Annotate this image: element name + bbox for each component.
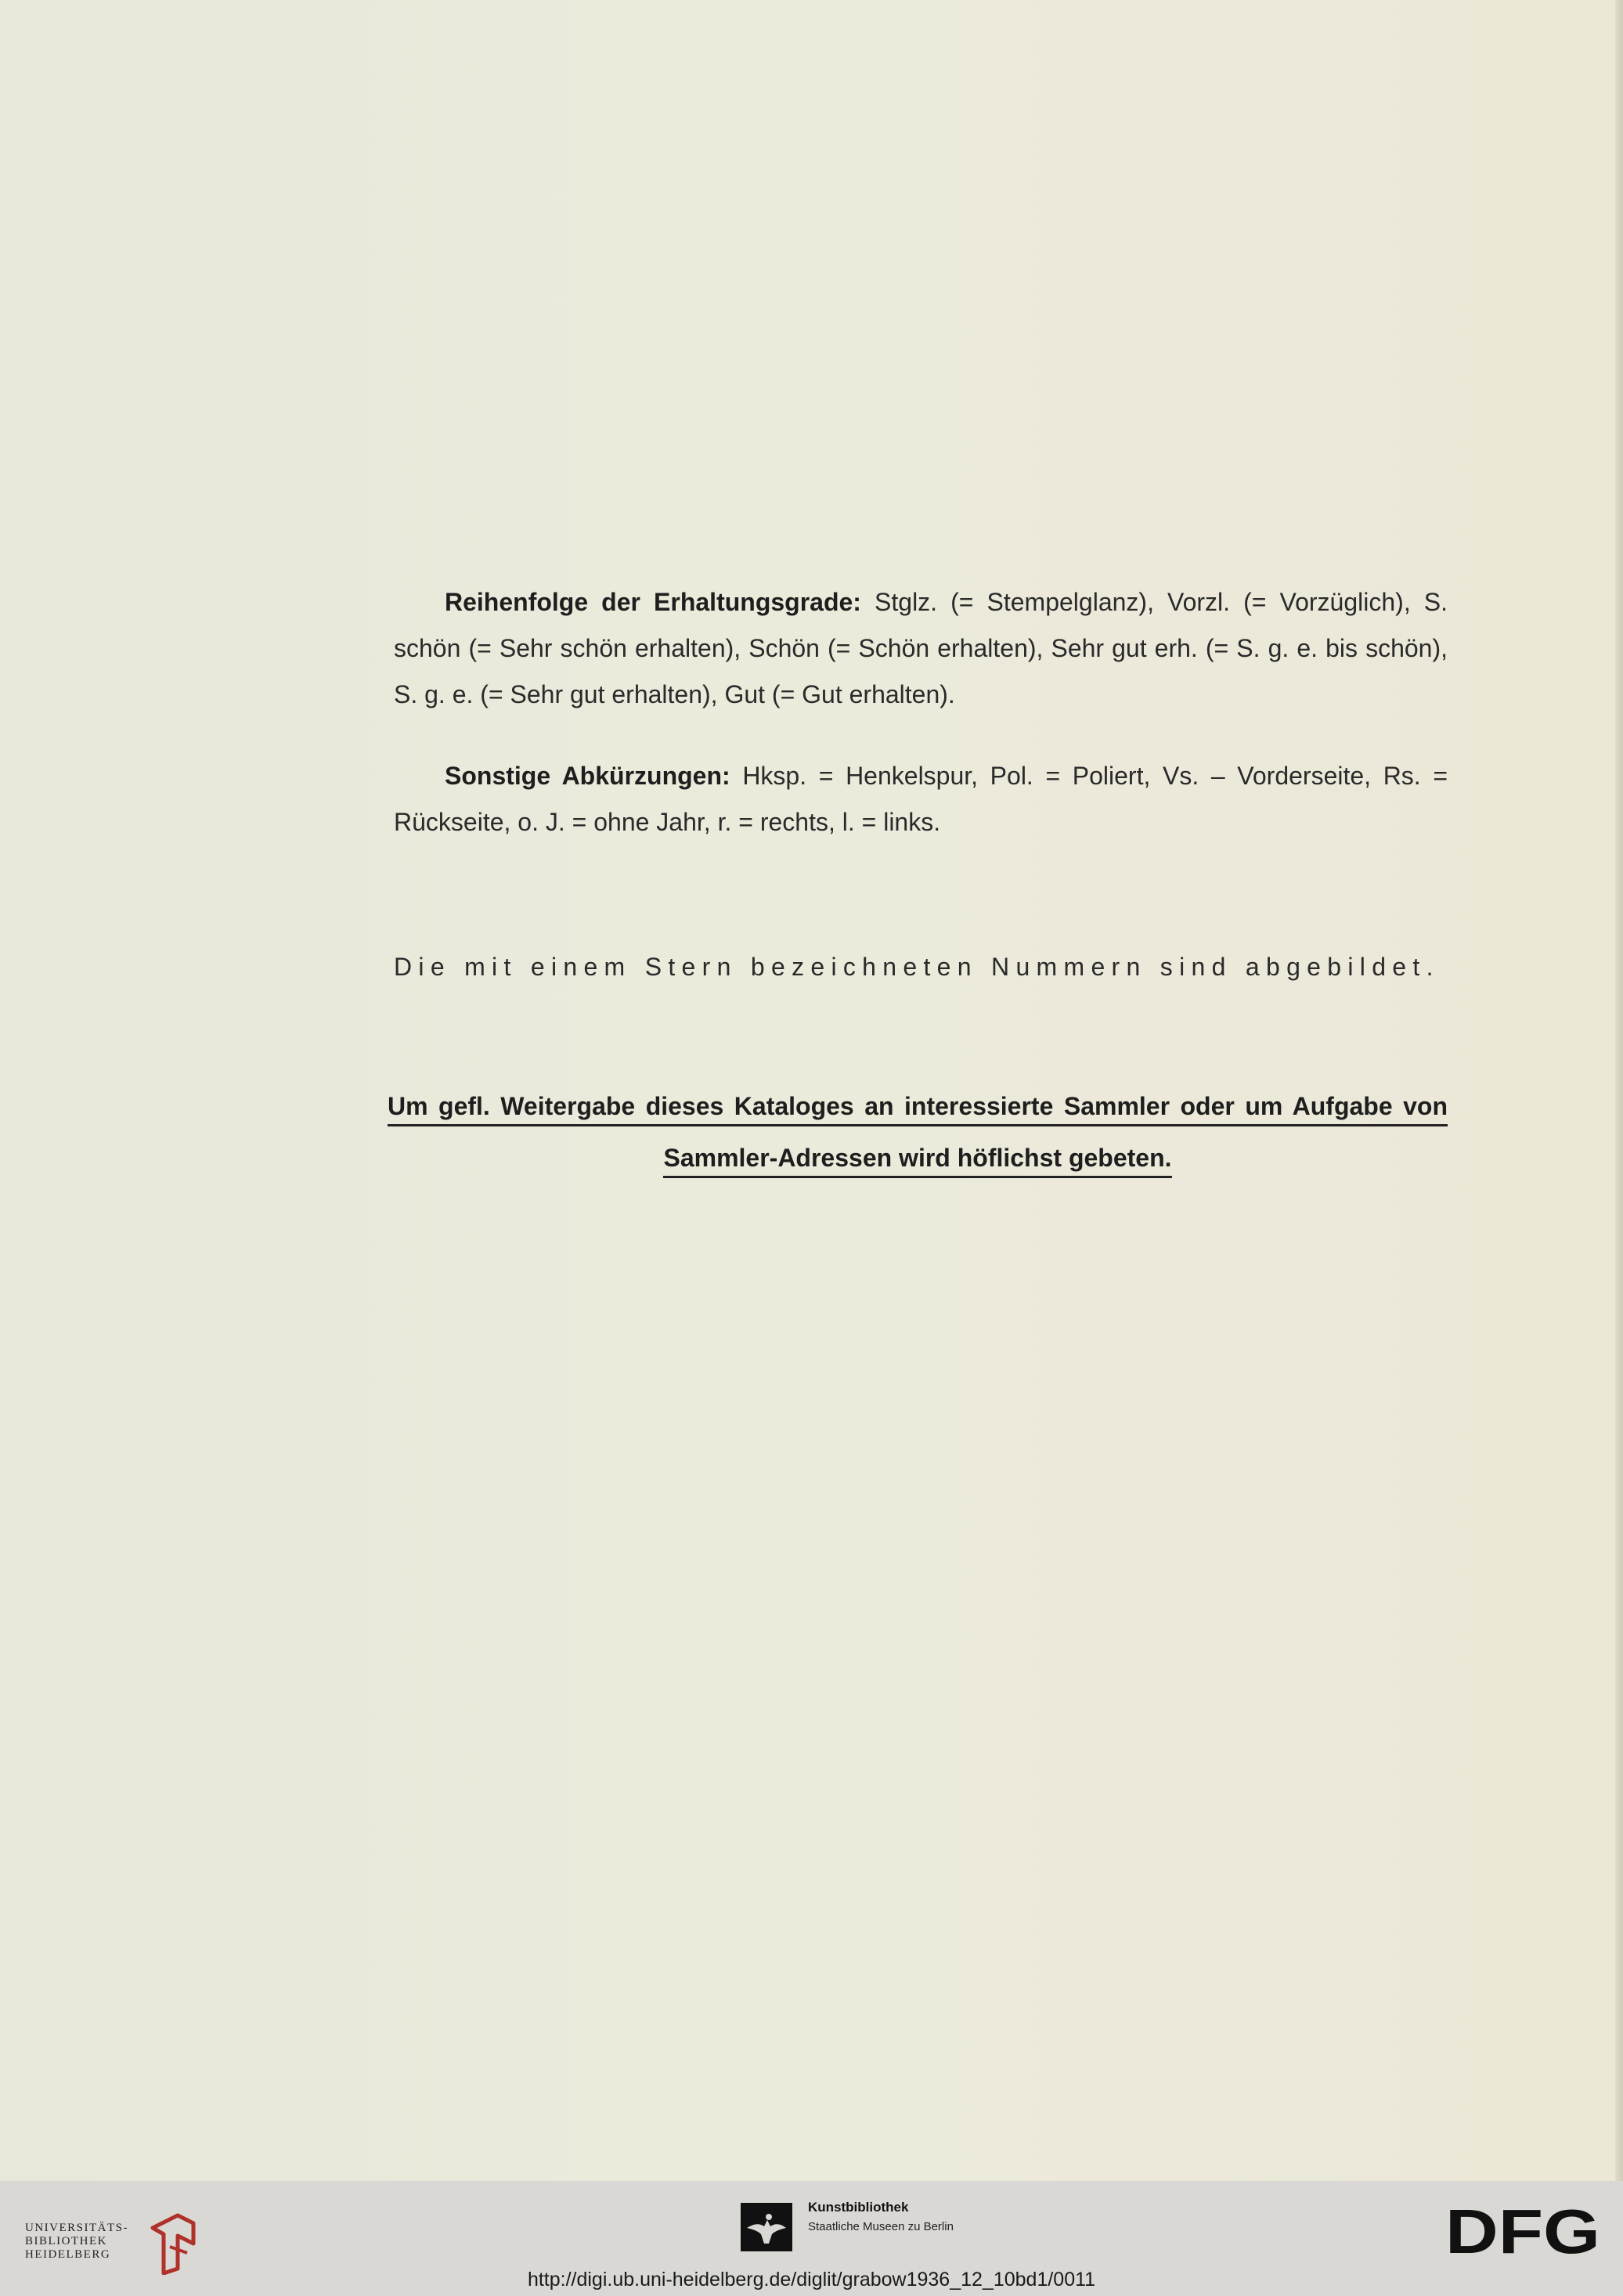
ub-heidelberg-logo[interactable] <box>25 2197 205 2267</box>
condition-grades-text: Stglz. (= Stempelglanz), Vorzl. (= Vorzüglich), S. schön (= Sehr schön erhalten), Schön (= Schön erhalten), Sehr gut erh. (= S. g. e. bis schön), S. g. e. (= Sehr gut erhalten), Gut (= Gut erhalten). <box>394 588 1448 708</box>
viewer-footer <box>0 2181 1623 2296</box>
ub-line-1: UNIVERSITÄTS- <box>25 2222 128 2234</box>
notice-line-2: Sammler-Adressen wird höflichst gebeten. <box>663 1144 1171 1178</box>
page-edge-shadow <box>1615 0 1623 2181</box>
notice-line-1: Um gefl. Weitergabe dieses Kataloges an interessierte Sammler oder um Aufgabe von <box>388 1092 1448 1126</box>
abbreviations-paragraph <box>394 753 1448 845</box>
ub-heidelberg-wordmark <box>25 2222 128 2262</box>
illustrated-items-note: Die mit einem Stern bezeichneten Nummern sind abgebildet. <box>394 953 1440 981</box>
dfg-wordmark: DFG <box>1445 2206 1600 2258</box>
ub-heidelberg-mark-icon <box>146 2212 201 2275</box>
permalink-url[interactable]: http://digi.ub.uni-heidelberg.de/diglit/grabow1936_12_10bd1/0011 <box>527 2269 1096 2291</box>
condition-grades-paragraph <box>394 579 1448 718</box>
dfg-logo[interactable] <box>1445 2206 1600 2258</box>
eagle-mark-icon <box>741 2203 792 2251</box>
kunstbibliothek-title: Kunstbibliothek <box>808 2200 909 2215</box>
collector-request-notice <box>388 1092 1448 1178</box>
kunstbibliothek-subtitle: Staatliche Museen zu Berlin <box>808 2220 954 2233</box>
notice-line-2-wrapper <box>388 1144 1448 1178</box>
condition-grades-heading: Reihenfolge der Erhaltungsgrade: <box>445 588 861 616</box>
kunstbibliothek-logo[interactable] <box>741 2200 991 2255</box>
abbreviations-text: Hksp. = Henkelspur, Pol. = Poliert, Vs. – Vorderseite, Rs. = Rückseite, o. J. = ohne Jahr, r. = rechts, l. = links. <box>394 762 1448 836</box>
ub-line-3: HEIDELBERG <box>25 2248 111 2261</box>
ub-line-2: BIBLIOTHEK <box>25 2235 107 2247</box>
abbreviations-heading: Sonstige Abkürzungen: <box>445 762 730 790</box>
